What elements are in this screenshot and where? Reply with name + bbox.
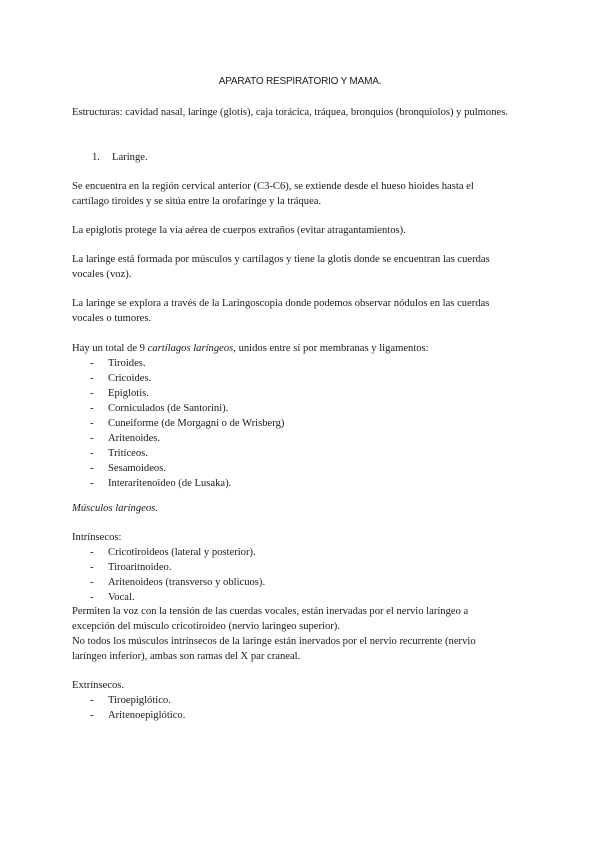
cartilagos-intro-italic: cartílagos laríngeos [147, 343, 234, 354]
list-item: - Epiglotis. [90, 388, 149, 399]
list-item: - Tiroepiglótico. [90, 695, 171, 706]
list-item: - Cricoides. [90, 373, 152, 384]
list-item: - Tiroides. [90, 358, 146, 369]
list-item: - Aritenoides. [90, 433, 161, 444]
section-number: 1. [92, 152, 100, 163]
section-laringe-heading [92, 150, 492, 165]
estructuras-paragraph: Estructuras: cavidad nasal, laringe (glotis), caja torácica, tráquea, bronquios (bronquiolos) y pulmones. [72, 107, 508, 118]
cartilagos-intro-before: Hay un total de 9 [72, 343, 148, 354]
list-item: - Tiroaritnoideo. [90, 562, 172, 573]
document-title: APARATO RESPIRATORIO Y MAMA. [218, 76, 382, 87]
section-label: Laringe. [112, 152, 148, 163]
list-item: - Sesamoideos. [90, 463, 166, 474]
formada-paragraph: La laringe está formada por músculos y cartílagos y tiene la glotis donde se encuentran las cuerdas vocales (voz). [72, 254, 490, 280]
list-item: - Cuneiforme (de Morgagni o de Wrisberg) [90, 418, 285, 429]
cartilagos-intro [72, 341, 512, 356]
cartilagos-intro-after: , unidos entre sí por membranas y ligamentos: [233, 343, 429, 354]
list-item: - Aritenoepiglótico. [90, 710, 186, 721]
epiglotis-paragraph: La epiglotis protege la vía aérea de cuerpos extraños (evitar atragantamientos). [72, 225, 406, 236]
musculos-heading: Músculos laríngeos. [72, 503, 158, 514]
region-paragraph: Se encuentra en la región cervical anterior (C3-C6), se extiende desde el hueso hioides hasta el cartílago tiroides y se sitúa entre la orofaringe y la tráquea. [72, 181, 474, 207]
extrinsecos-list [72, 693, 512, 723]
list-item: - Tritíceos. [90, 448, 148, 459]
intrinsecos-label: Intrínsecos: [72, 532, 122, 543]
list-item: - Corniculados (de Santorini). [90, 403, 229, 414]
explora-paragraph: La laringe se explora a través de la Laringoscopia donde podemos observar nódulos en las cuerdas vocales o tumores. [72, 298, 490, 324]
list-item: - Vocal. [90, 592, 135, 603]
list-item: - Interaritenoideo (de Lusaka). [90, 478, 232, 489]
intrinsecos-list [72, 545, 512, 605]
notodos-paragraph: No todos los músculos intrínsecos de la laringe están inervados por el nervio recurrente (nervio laríngeo inferior), ambas son ramas del X par craneal. [72, 636, 476, 662]
list-item: - Aritenoideos (transverso y oblicuos). [90, 577, 266, 588]
extrinsecos-label: Extrínsecos. [72, 680, 125, 691]
cartilagos-list [72, 356, 512, 491]
permiten-paragraph: Permiten la voz con la tensión de las cuerdas vocales, están inervadas por el nervio laríngeo a excepción del músculo cricotiroideo (nervio laríngeo superior). [72, 606, 469, 632]
list-item: - Cricotiroideos (lateral y posterior). [90, 547, 256, 558]
